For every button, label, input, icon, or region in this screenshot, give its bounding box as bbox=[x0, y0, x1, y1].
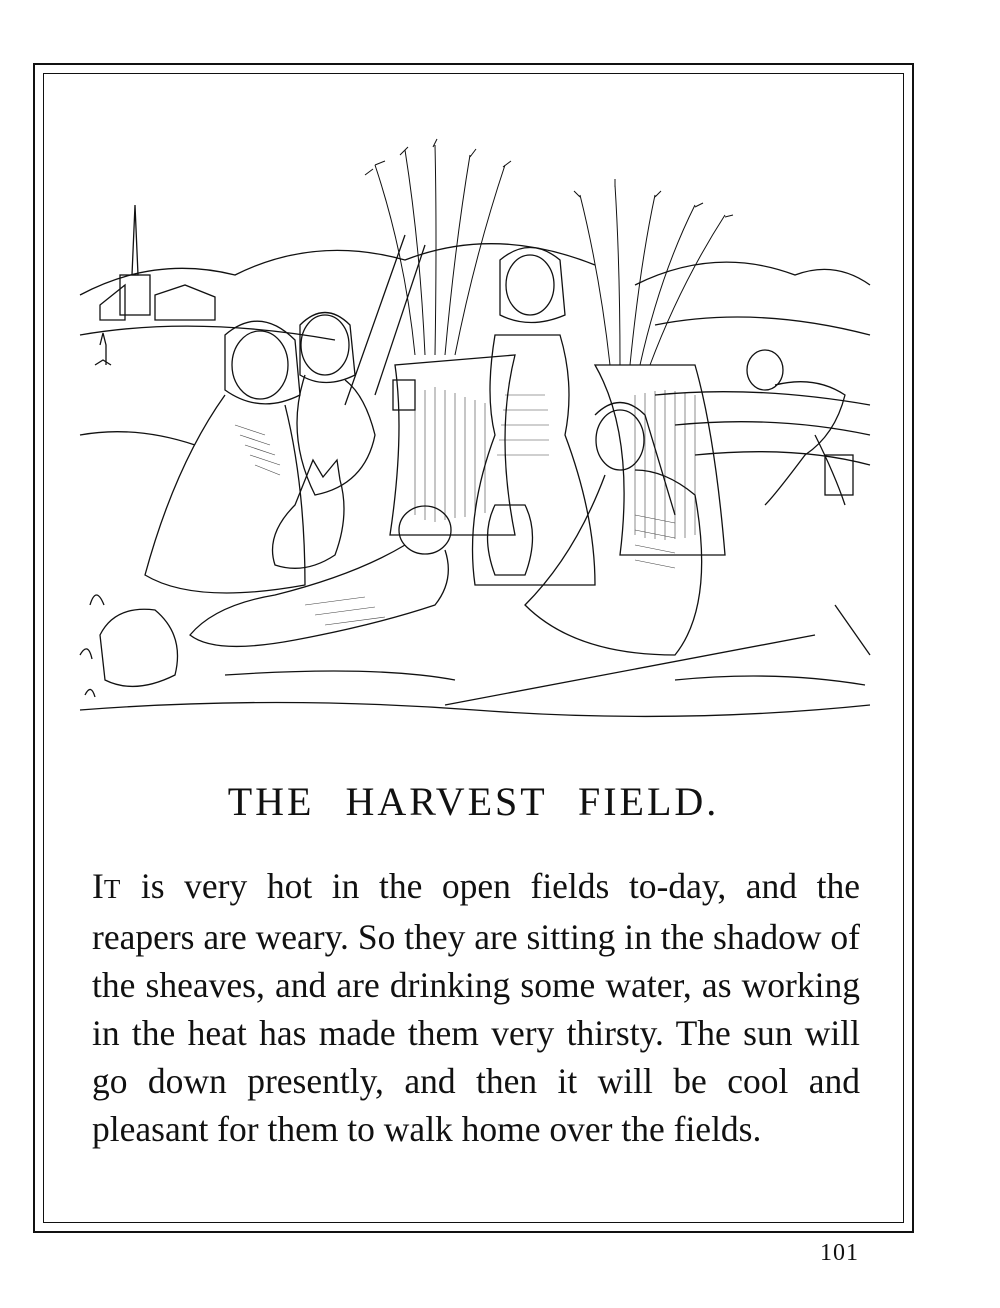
harvest-illustration bbox=[75, 135, 875, 725]
body-paragraph bbox=[92, 862, 860, 1153]
smallcap-letters: T bbox=[103, 874, 122, 904]
dropcap-letter: I bbox=[92, 866, 104, 906]
page-title: THE HARVEST FIELD. bbox=[227, 779, 720, 824]
body-text: is very hot in the open fields to-day, and the reapers are weary. So they are sitting in the shadow of the sheaves, and are drinking some water, as working in the heat has made them very thirsty. The sun will go down presently, and then it will be cool and pleasant for them to walk home over the fields. bbox=[92, 866, 860, 1149]
page-number: 101 bbox=[820, 1240, 859, 1266]
